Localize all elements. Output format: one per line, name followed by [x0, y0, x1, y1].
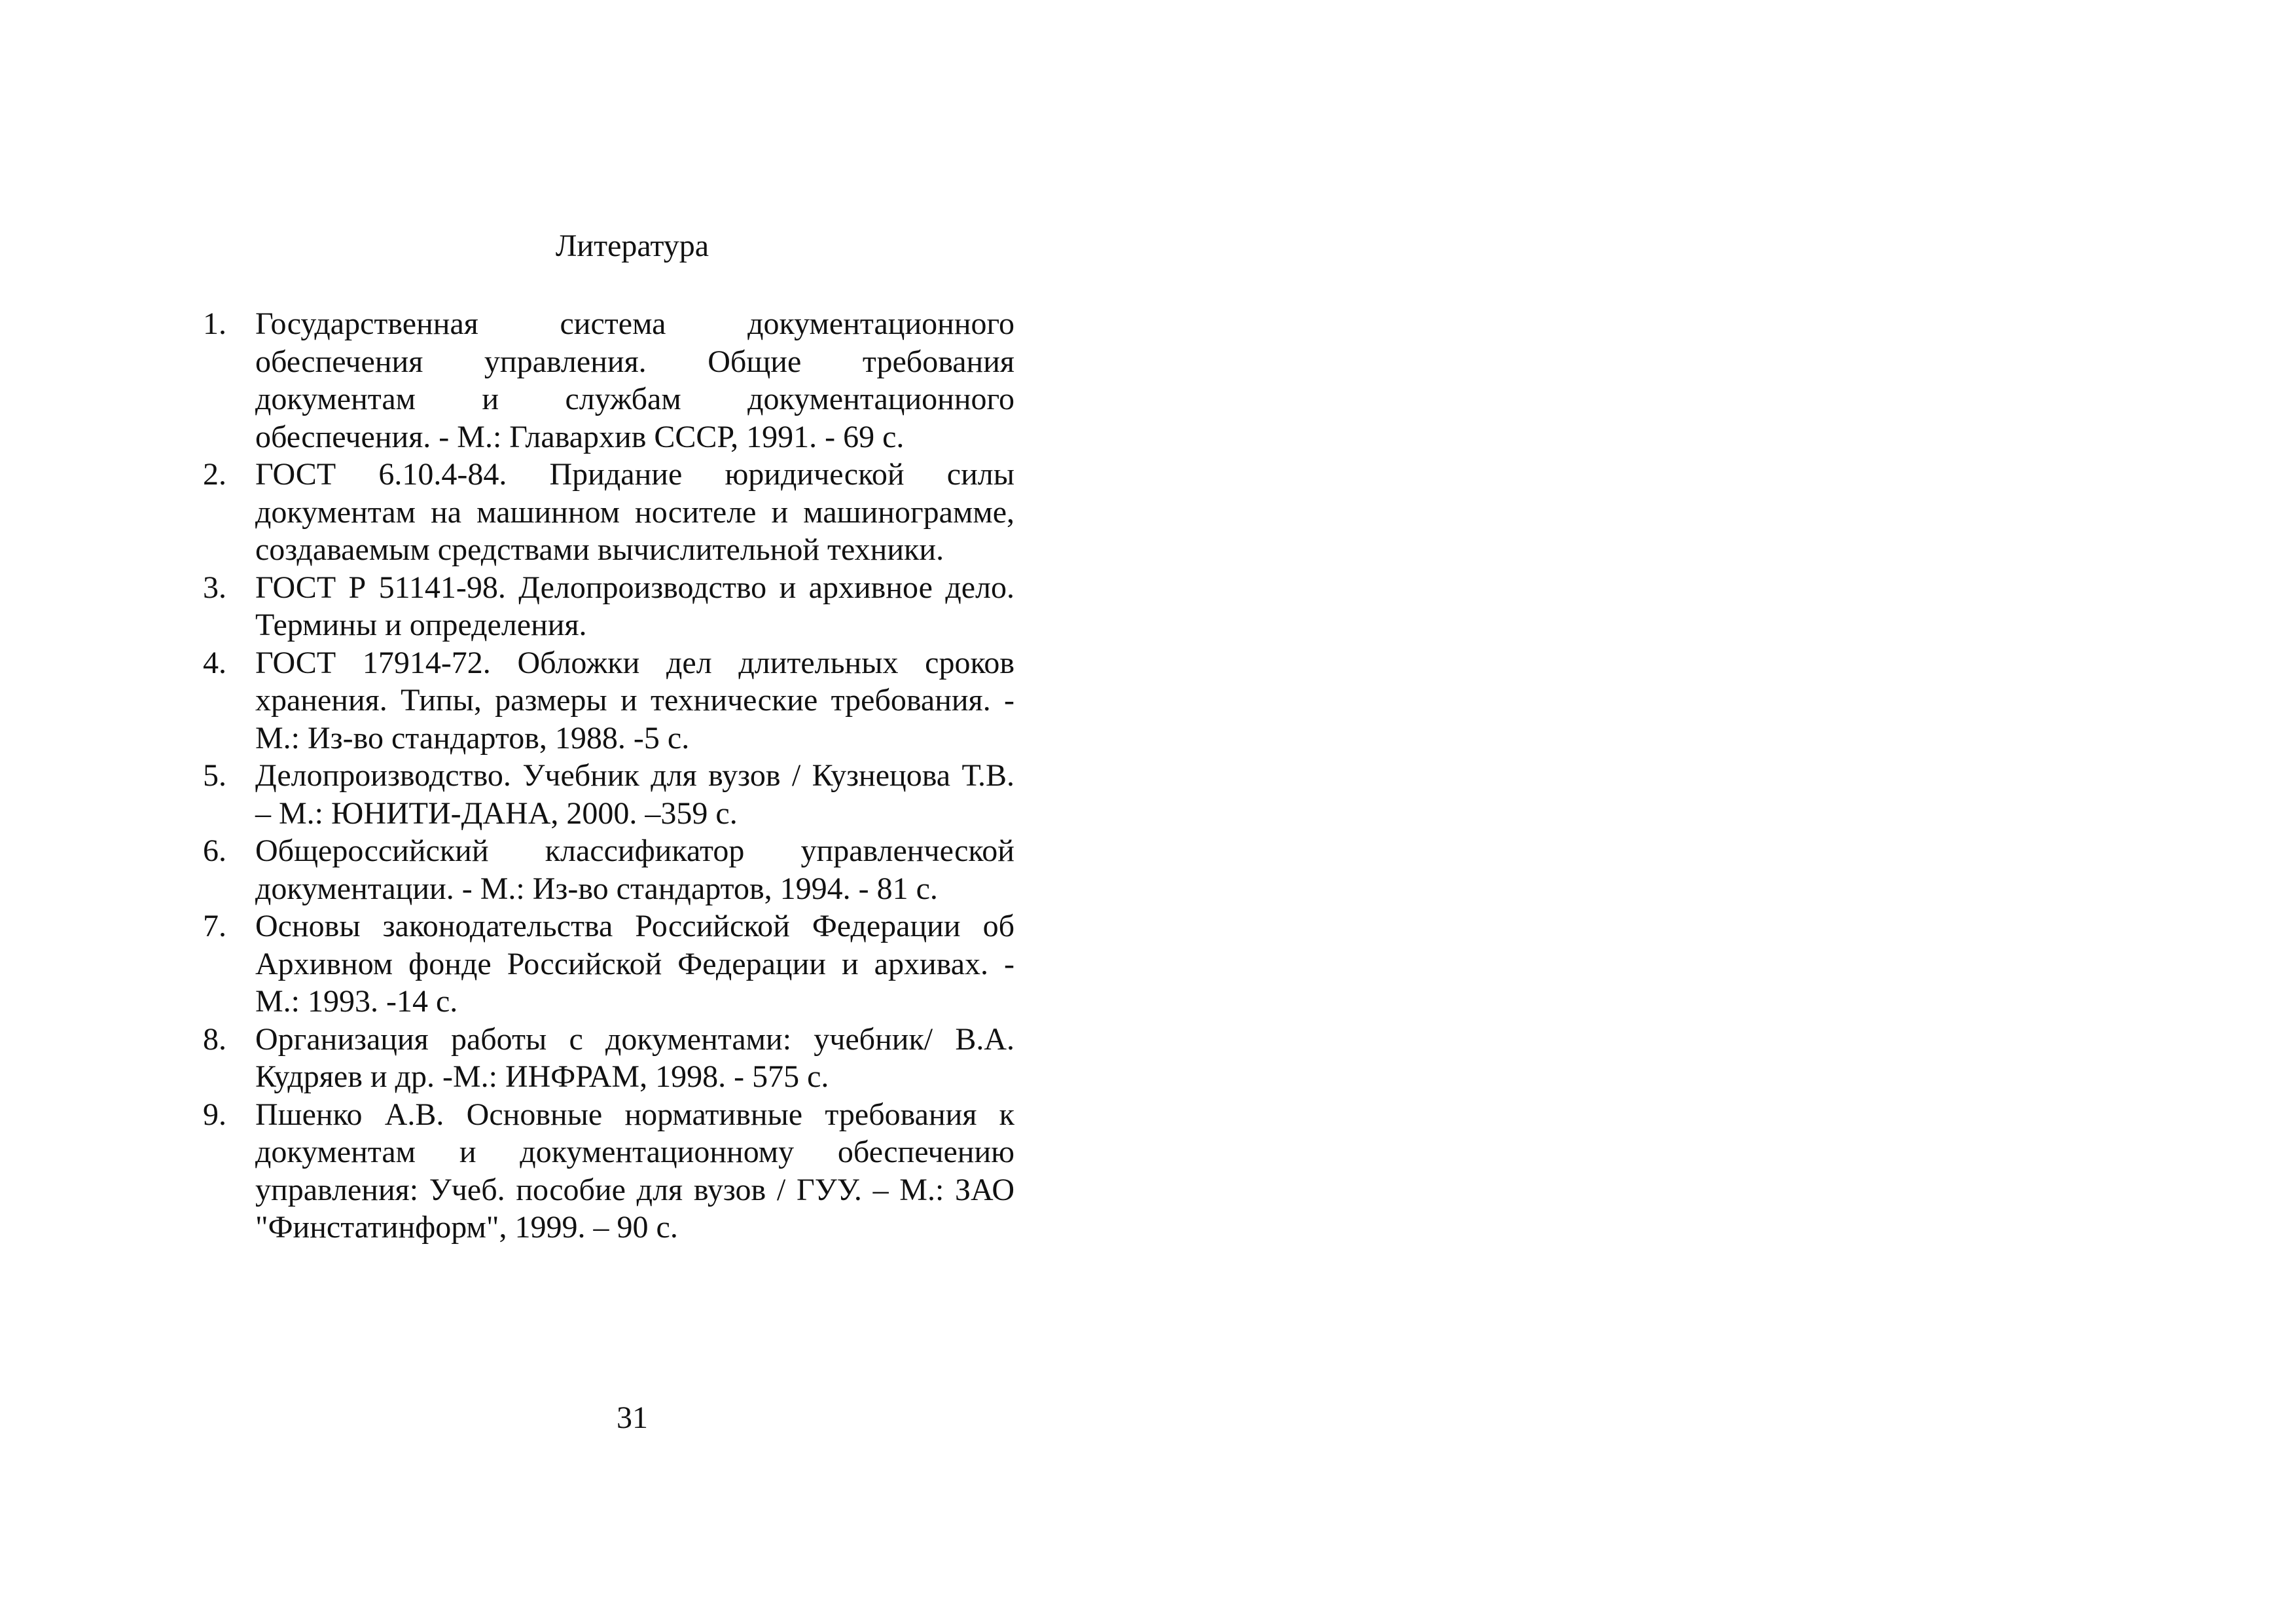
reference-number: 9. [203, 1097, 226, 1132]
reference-text: ГОСТ Р 51141-98. Делопроизводство и архивное дело. Термины и определения. [255, 570, 1014, 642]
reference-number: 7. [203, 909, 226, 943]
reference-number: 1. [203, 306, 226, 341]
reference-text: Общероссийский классификатор управленческой документации. - М.: Из-во стандартов, 1994. - 81 с. [255, 833, 1014, 906]
reference-item-6 [196, 832, 1014, 907]
reference-text: Государственная система документационного обеспечения управления. Общие требования документам и службам документационного обеспечения. - М.: Главархив СССР, 1991. - 69 с. [255, 306, 1014, 454]
reference-item-1 [196, 305, 1014, 456]
reference-number: 5. [203, 758, 226, 793]
reference-number: 8. [203, 1021, 226, 1057]
reference-number: 3. [203, 570, 226, 605]
reference-item-3 [196, 569, 1014, 644]
reference-text: ГОСТ 17914-72. Обложки дел длительных сроков хранения. Типы, размеры и технические требования. - М.: Из-во стандартов, 1988. -5 с. [255, 645, 1014, 756]
page-number: 31 [617, 1400, 648, 1435]
reference-text: Пшенко А.В. Основные нормативные требования к документам и документационному обеспечению управления: Учеб. пособие для вузов / ГУУ. – М.: ЗАО "Финстатинформ", 1999. – 90 с. [255, 1097, 1014, 1245]
reference-text: Основы законодательства Российской Федерации об Архивном фонде Российской Федерации и архивах. - М.: 1993. -14 с. [255, 909, 1014, 1019]
reference-list [196, 305, 1014, 1247]
reference-item-8 [196, 1021, 1014, 1096]
bibliography-heading: Литература [555, 228, 709, 263]
reference-text: ГОСТ 6.10.4-84. Придание юридической силы документам на машинном носителе и машинограмме, создаваемым средствами вычислительной техники. [255, 457, 1014, 567]
reference-text: Организация работы с документами: учебник/ В.А. Кудряев и др. -М.: ИНФРАМ, 1998. - 575 с. [255, 1021, 1014, 1094]
reference-text: Делопроизводство. Учебник для вузов / Кузнецова Т.В. – М.: ЮНИТИ-ДАНА, 2000. –359 с. [255, 758, 1014, 831]
reference-number: 2. [203, 457, 226, 492]
reference-item-5 [196, 757, 1014, 832]
reference-item-4 [196, 644, 1014, 757]
reference-item-2 [196, 456, 1014, 569]
reference-number: 6. [203, 833, 226, 868]
reference-item-7 [196, 907, 1014, 1021]
reference-number: 4. [203, 645, 226, 680]
reference-item-9 [196, 1096, 1014, 1247]
